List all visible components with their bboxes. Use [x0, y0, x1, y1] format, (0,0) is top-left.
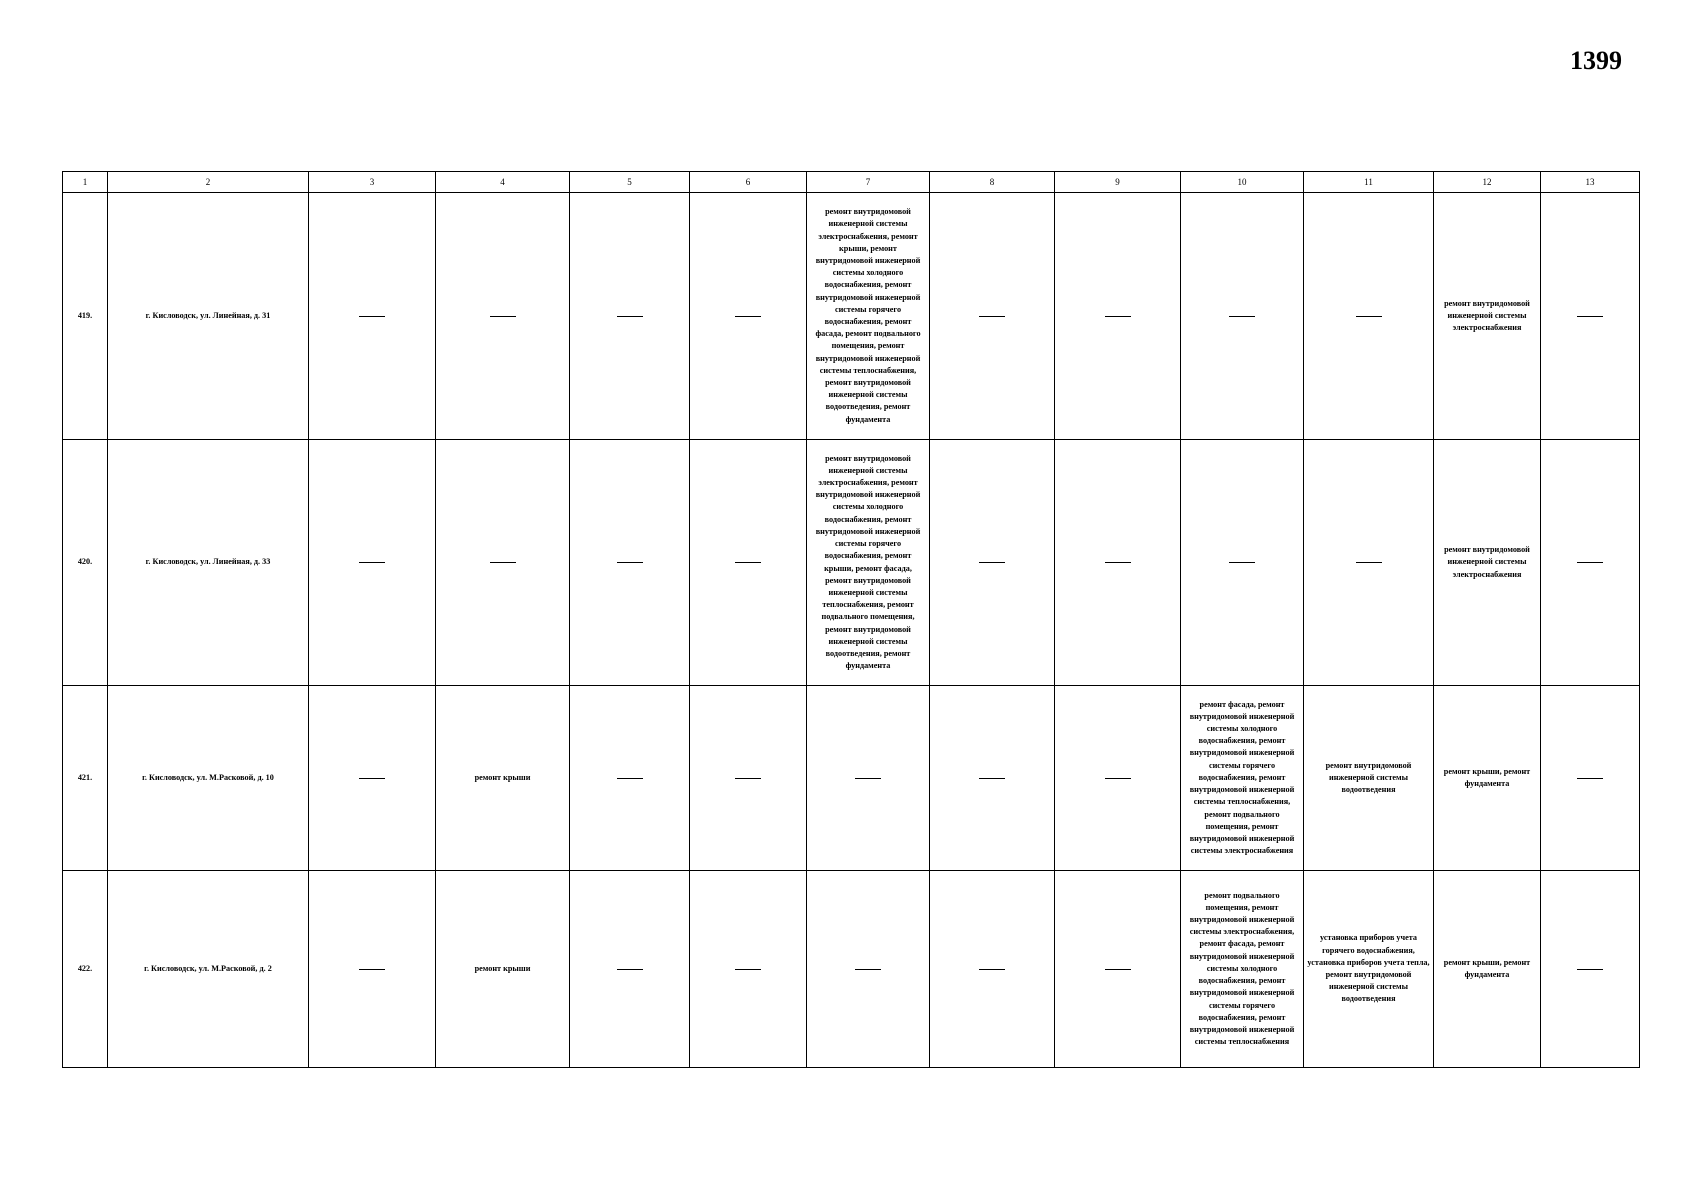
empty-dash — [359, 562, 385, 563]
cell-col8 — [930, 871, 1055, 1068]
cell-col4 — [436, 440, 570, 686]
table-row — [63, 871, 1640, 1068]
cell-col13 — [1541, 871, 1640, 1068]
row-number: 419. — [63, 193, 108, 440]
column-header: 7 — [807, 172, 930, 193]
cell-col9 — [1055, 440, 1181, 686]
cell-col11: ремонт внутридомовой инженерной системы водоотведения — [1304, 686, 1434, 871]
row-number: 421. — [63, 686, 108, 871]
empty-dash — [1105, 778, 1131, 779]
empty-dash — [359, 969, 385, 970]
cell-col3 — [309, 440, 436, 686]
empty-dash — [1577, 778, 1603, 779]
column-header: 6 — [690, 172, 807, 193]
empty-dash — [1105, 969, 1131, 970]
empty-dash — [1577, 316, 1603, 317]
empty-dash — [1356, 316, 1382, 317]
column-header: 8 — [930, 172, 1055, 193]
cell-col12: ремонт внутридомовой инженерной системы электроснабжения — [1434, 193, 1541, 440]
empty-dash — [979, 562, 1005, 563]
cell-col11: установка приборов учета горячего водоснабжения, установка приборов учета тепла, ремонт внутридомовой инженерной системы водоотведения — [1304, 871, 1434, 1068]
cell-col3 — [309, 686, 436, 871]
column-header: 5 — [570, 172, 690, 193]
cell-col5 — [570, 440, 690, 686]
empty-dash — [979, 316, 1005, 317]
address-cell: г. Кисловодск, ул. М.Расковой, д. 2 — [108, 871, 309, 1068]
empty-dash — [490, 562, 516, 563]
empty-dash — [1229, 562, 1255, 563]
row-number: 422. — [63, 871, 108, 1068]
empty-dash — [617, 562, 643, 563]
header-row — [63, 172, 1640, 193]
cell-col11 — [1304, 193, 1434, 440]
page-number: 1399 — [1570, 46, 1622, 75]
cell-col6 — [690, 871, 807, 1068]
cell-col6 — [690, 686, 807, 871]
row-number: 420. — [63, 440, 108, 686]
cell-col5 — [570, 686, 690, 871]
column-header: 4 — [436, 172, 570, 193]
column-header: 1 — [63, 172, 108, 193]
empty-dash — [979, 969, 1005, 970]
cell-col9 — [1055, 686, 1181, 871]
cell-col10: ремонт фасада, ремонт внутридомовой инженерной системы холодного водоснабжения, ремонт внутридомовой инженерной системы горячего водоснабжения, ремонт внутридомовой инженерной системы теплоснабжения, ремонт подвального помещения, ремонт внутридомовой инженерной системы электроснабжения — [1181, 686, 1304, 871]
cell-col13 — [1541, 686, 1640, 871]
empty-dash — [617, 969, 643, 970]
cell-col7 — [807, 686, 930, 871]
address-cell: г. Кисловодск, ул. Линейная, д. 31 — [108, 193, 309, 440]
cell-col4 — [436, 193, 570, 440]
empty-dash — [735, 969, 761, 970]
empty-dash — [855, 969, 881, 970]
column-header: 9 — [1055, 172, 1181, 193]
column-header: 13 — [1541, 172, 1640, 193]
cell-col13 — [1541, 440, 1640, 686]
empty-dash — [617, 316, 643, 317]
cell-col4: ремонт крыши — [436, 686, 570, 871]
empty-dash — [359, 316, 385, 317]
empty-dash — [617, 778, 643, 779]
cell-col10: ремонт подвального помещения, ремонт внутридомовой инженерной системы электроснабжения, ремонт фасада, ремонт внутридомовой инженерной системы холодного водоснабжения, ремонт внутридомовой инженерной системы горячего водоснабжения, ремонт внутридомовой инженерной системы теплоснабжения — [1181, 871, 1304, 1068]
repair-schedule-table — [62, 171, 1640, 1068]
empty-dash — [979, 778, 1005, 779]
cell-col9 — [1055, 193, 1181, 440]
column-header: 2 — [108, 172, 309, 193]
cell-col6 — [690, 193, 807, 440]
cell-col12: ремонт внутридомовой инженерной системы электроснабжения — [1434, 440, 1541, 686]
column-header: 3 — [309, 172, 436, 193]
cell-col3 — [309, 871, 436, 1068]
cell-col7: ремонт внутридомовой инженерной системы электроснабжения, ремонт крыши, ремонт внутридомовой инженерной системы холодного водоснабжения, ремонт внутридомовой инженерной системы горячего водоснабжения, ремонт фасада, ремонт подвального помещения, ремонт внутридомовой инженерной системы теплоснабжения, ремонт внутридомовой инженерной системы водоотведения, ремонт фундамента — [807, 193, 930, 440]
table-row — [63, 440, 1640, 686]
empty-dash — [1577, 562, 1603, 563]
address-cell: г. Кисловодск, ул. М.Расковой, д. 10 — [108, 686, 309, 871]
cell-col8 — [930, 686, 1055, 871]
cell-col8 — [930, 193, 1055, 440]
cell-col11 — [1304, 440, 1434, 686]
cell-col8 — [930, 440, 1055, 686]
empty-dash — [490, 316, 516, 317]
empty-dash — [1577, 969, 1603, 970]
cell-col4: ремонт крыши — [436, 871, 570, 1068]
cell-col13 — [1541, 193, 1640, 440]
empty-dash — [359, 778, 385, 779]
table-row — [63, 686, 1640, 871]
empty-dash — [1229, 316, 1255, 317]
cell-col6 — [690, 440, 807, 686]
cell-col3 — [309, 193, 436, 440]
column-header: 11 — [1304, 172, 1434, 193]
empty-dash — [1356, 562, 1382, 563]
column-header: 10 — [1181, 172, 1304, 193]
empty-dash — [1105, 316, 1131, 317]
cell-col12: ремонт крыши, ремонт фундамента — [1434, 871, 1541, 1068]
column-header: 12 — [1434, 172, 1541, 193]
cell-col9 — [1055, 871, 1181, 1068]
table-row — [63, 193, 1640, 440]
cell-col5 — [570, 871, 690, 1068]
empty-dash — [735, 316, 761, 317]
empty-dash — [855, 778, 881, 779]
cell-col5 — [570, 193, 690, 440]
cell-col7 — [807, 871, 930, 1068]
empty-dash — [735, 778, 761, 779]
cell-col7: ремонт внутридомовой инженерной системы электроснабжения, ремонт внутридомовой инженерной системы холодного водоснабжения, ремонт внутридомовой инженерной системы горячего водоснабжения, ремонт крыши, ремонт фасада, ремонт внутридомовой инженерной системы теплоснабжения, ремонт подвального помещения, ремонт внутридомовой инженерной системы водоотведения, ремонт фундамента — [807, 440, 930, 686]
empty-dash — [735, 562, 761, 563]
address-cell: г. Кисловодск, ул. Линейная, д. 33 — [108, 440, 309, 686]
empty-dash — [1105, 562, 1131, 563]
cell-col10 — [1181, 440, 1304, 686]
cell-col10 — [1181, 193, 1304, 440]
cell-col12: ремонт крыши, ремонт фундамента — [1434, 686, 1541, 871]
